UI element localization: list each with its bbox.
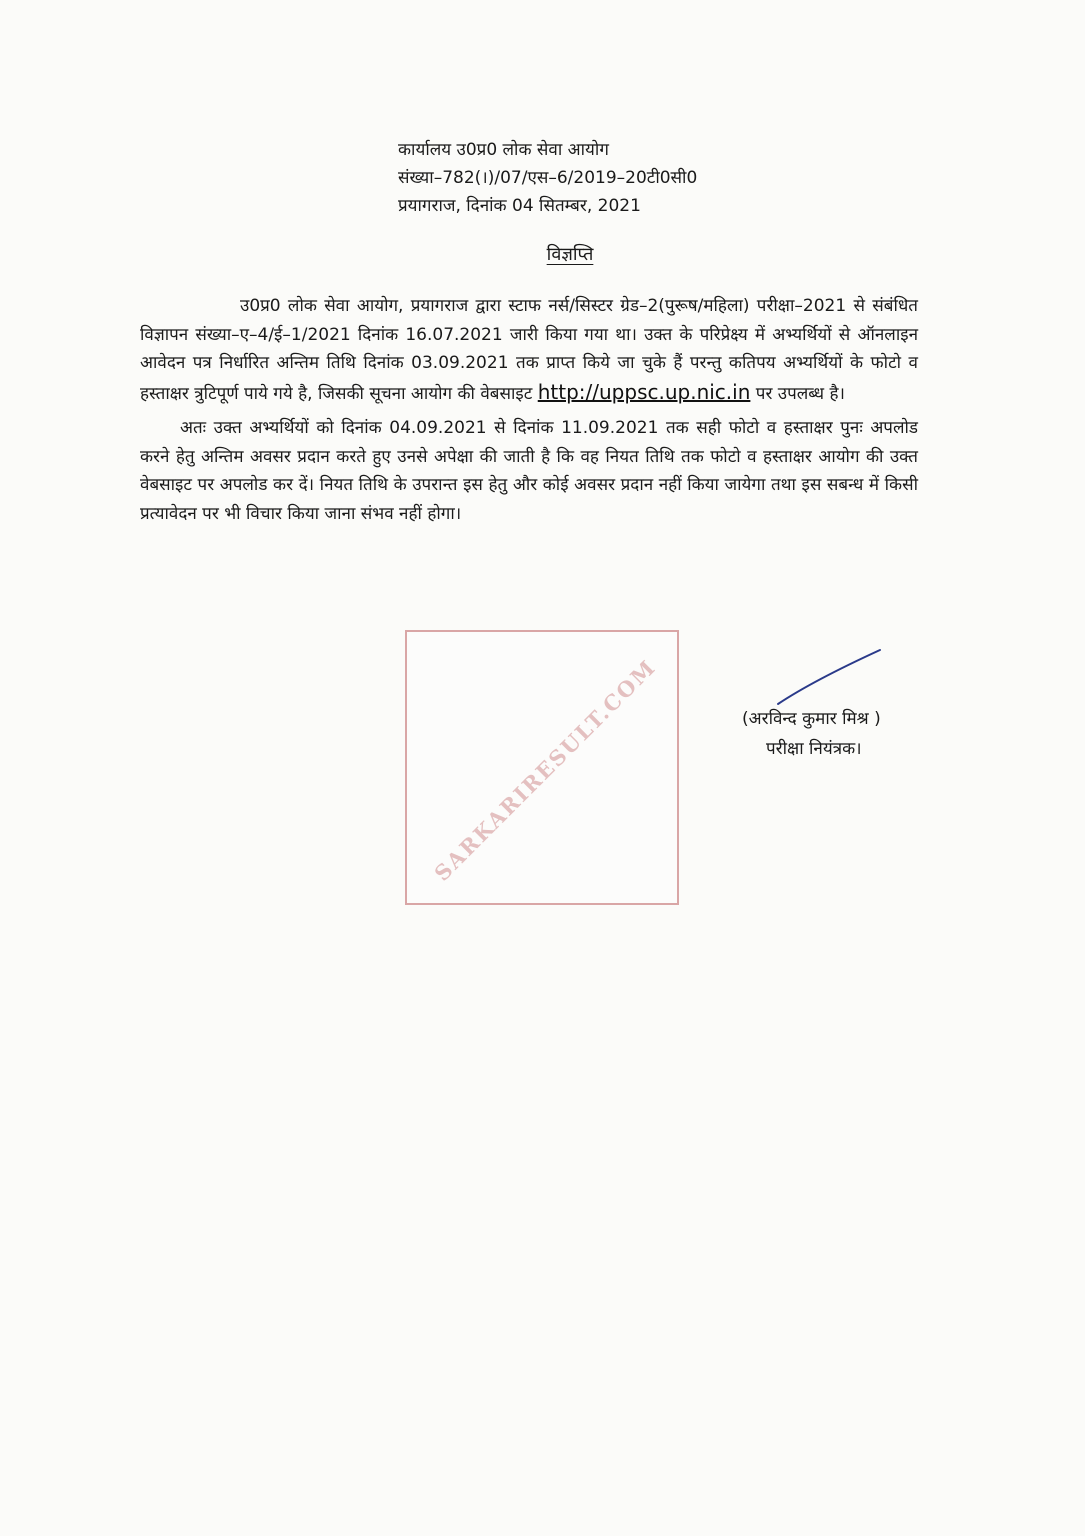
office-header bbox=[398, 136, 918, 220]
paragraph-1 bbox=[140, 292, 918, 408]
paragraph-1-tail: पर उपलब्ध है। bbox=[755, 383, 845, 404]
watermark-box bbox=[405, 630, 679, 905]
office-name: कार्यालय उ0प्र0 लोक सेवा आयोग bbox=[398, 140, 609, 160]
reference-number: संख्या–782(।)/07/एस–6/2019–20टी0सी0 bbox=[398, 168, 698, 188]
watermark-text: SARKARIRESULT.COM bbox=[429, 654, 661, 886]
place-date: प्रयागराज, दिनांक 04 सितम्बर, 2021 bbox=[398, 196, 641, 216]
paragraph-2: अतः उक्त अभ्यर्थियों को दिनांक 04.09.2021 से दिनांक 11.09.2021 तक सही फोटो व हस्ताक्षर पुनः अपलोड करने हेतु अन्तिम अवसर प्रदान करते हुए उनसे अपेक्षा की जाती है कि वह नियत तिथि तक फोटो व हस्ताक्षर आयोग की उक्त वेबसाइट पर अपलोड कर दें। नियत तिथि के उपरान्त इस हेतु और कोई अवसर प्रदान नहीं किया जायेगा तथा इस सबन्ध में किसी प्रत्यावेदन पर भी विचार किया जाना संभव नहीं होगा। bbox=[140, 418, 918, 524]
signatory-designation: परीक्षा नियंत्रक। bbox=[766, 739, 862, 759]
paragraph-1-text: उ0प्र0 लोक सेवा आयोग, प्रयागराज द्वारा स्टाफ नर्स/सिस्टर ग्रेड–2(पुरूष/महिला) परीक्षा–2021 से संबंधित विज्ञापन संख्या–ए–4/ई–1/2021 दिनांक 16.07.2021 जारी किया गया था। उक्त के परिप्रेक्ष्य में अभ्यर्थियों से ऑनलाइन आवेदन पत्र निर्धारित अन्तिम तिथि दिनांक 03.09.2021 तक प्राप्त किये जा चुके हैं परन्तु कतिपय अभ्यर्थियों के फोटो व हस्ताक्षर त्रुटिपूर्ण पाये गये है, जिसकी सूचना आयोग की वेबसाइट bbox=[140, 296, 918, 404]
notice-title-text: विज्ञप्ति bbox=[546, 244, 594, 265]
signature-stroke bbox=[772, 648, 884, 708]
notice-body bbox=[140, 292, 918, 534]
notice-title bbox=[0, 240, 1085, 270]
website-link[interactable]: http://uppsc.up.nic.in bbox=[537, 379, 751, 404]
signatory-name: (अरविन्द कुमार मिश्र ) bbox=[742, 709, 881, 729]
signatory-block bbox=[742, 704, 942, 764]
